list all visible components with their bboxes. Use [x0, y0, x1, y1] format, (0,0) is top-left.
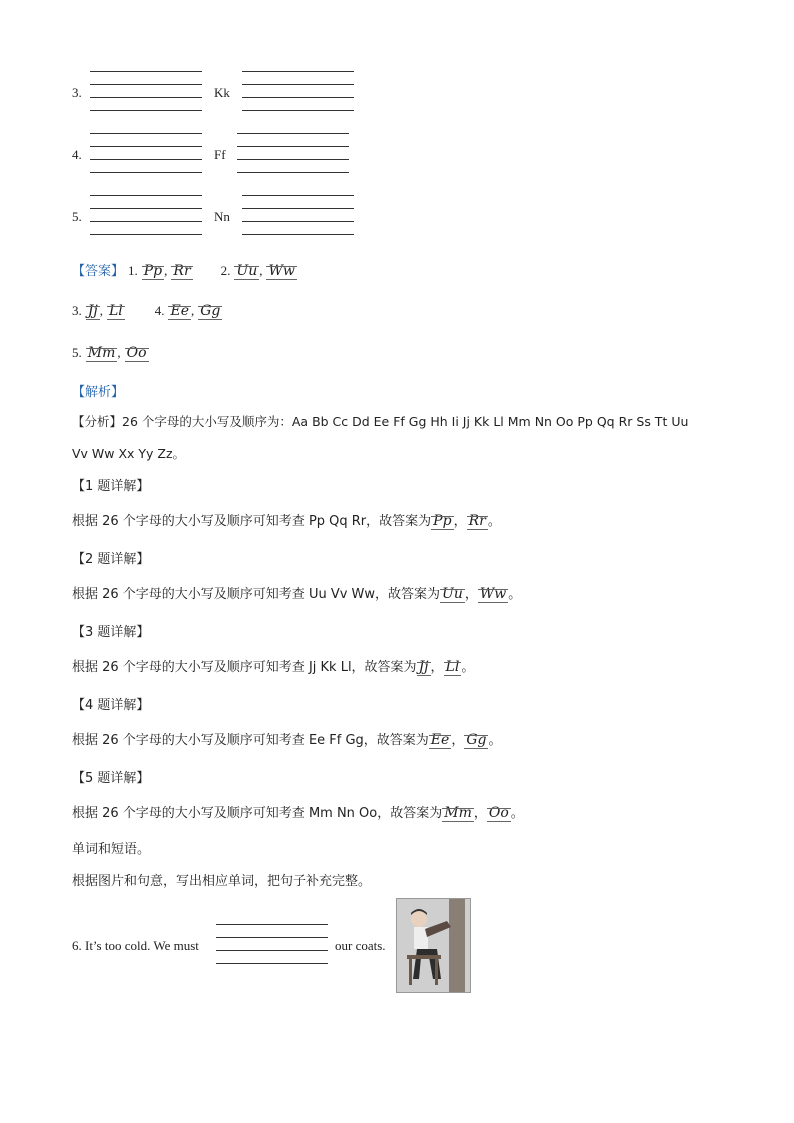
given-letter: Nn	[214, 209, 230, 224]
detail-body	[72, 583, 521, 603]
handwritten-answer: Oo	[488, 805, 509, 821]
period: 。	[487, 514, 501, 529]
answer-number: 3.	[72, 303, 82, 318]
question-text-before: 6. It’s too cold. We must	[72, 938, 199, 953]
section-instruction: 根据图片和句意，写出相应单词，把句子补充完整。	[72, 874, 372, 889]
separator: ,	[164, 263, 168, 278]
handwritten-answer: Mm	[444, 805, 472, 821]
writing-grid-left[interactable]	[90, 195, 202, 235]
answer-line-3	[72, 344, 149, 362]
separator: ,	[99, 303, 103, 318]
period: 。	[461, 660, 475, 675]
analysis-tag: 【解析】	[72, 385, 125, 400]
exercise-number: 3.	[72, 85, 82, 100]
answer-line-1	[72, 260, 297, 280]
handwritten-answer: Ee	[170, 303, 189, 319]
detail-heading: 【3 题详解】	[72, 625, 150, 640]
handwritten-answer: Pp	[143, 263, 163, 279]
answer-number: 2.	[220, 263, 231, 278]
answer-tag: 【答案】	[72, 264, 125, 279]
writing-grid-left[interactable]	[90, 133, 202, 173]
boy-putting-on-coat-image	[396, 898, 471, 993]
detail-text: 根据 26 个字母的大小写及顺序可知考查 Ee Ff Gg，故答案为	[72, 733, 429, 748]
answer-writing-grid[interactable]	[216, 924, 328, 964]
question-text-after: our coats.	[335, 938, 386, 953]
writing-grid-right[interactable]	[242, 195, 354, 235]
handwritten-answer: Rr	[468, 513, 486, 529]
handwritten-answer: Pp	[433, 513, 452, 529]
handwritten-answer: Gg	[466, 732, 487, 748]
detail-body	[72, 656, 474, 676]
detail-heading: 【1 题详解】	[72, 479, 150, 494]
answer-number: 1.	[128, 263, 138, 278]
analysis-summary: 【分析】26 个字母的大小写及顺序为：Aa Bb Cc Dd Ee Ff Gg Hh Ii Jj Kk Ll Mm Nn Oo Pp Qq Rr Ss Tt Uu	[72, 414, 689, 429]
separator: ,	[117, 345, 121, 360]
answer-number: 4.	[154, 303, 165, 318]
handwritten-answer: Jj	[87, 303, 98, 319]
detail-body	[72, 510, 501, 530]
handwritten-answer: Ll	[108, 303, 123, 319]
section-title: 单词和短语。	[72, 842, 151, 857]
handwritten-answer: Uu	[236, 263, 258, 279]
given-letter: Ff	[214, 147, 226, 162]
period: 。	[488, 733, 502, 748]
exercise-number: 5.	[72, 209, 82, 224]
separator: ,	[259, 263, 263, 278]
detail-body	[72, 729, 502, 749]
separator: ，	[451, 733, 465, 748]
separator: ，	[464, 587, 478, 602]
handwritten-answer: Oo	[126, 345, 147, 361]
detail-text: 根据 26 个字母的大小写及顺序可知考查 Jj Kk Ll，故答案为	[72, 660, 417, 675]
writing-grid-right[interactable]	[242, 71, 354, 111]
handwritten-answer: Mm	[87, 345, 116, 361]
handwritten-answer: Ww	[479, 586, 507, 602]
exercise-number: 4.	[72, 147, 82, 162]
given-letter: Kk	[214, 85, 230, 100]
detail-body	[72, 802, 524, 822]
handwritten-answer: Rr	[173, 263, 191, 279]
separator: ，	[473, 806, 487, 821]
separator: ，	[453, 514, 467, 529]
writing-grid-left[interactable]	[90, 71, 202, 111]
handwritten-answer: Gg	[200, 303, 221, 319]
separator: ,	[191, 303, 195, 318]
handwritten-answer: Ee	[430, 732, 450, 748]
detail-heading: 【2 题详解】	[72, 552, 150, 567]
writing-grid-right[interactable]	[237, 133, 349, 173]
detail-heading: 【4 题详解】	[72, 698, 150, 713]
period: 。	[508, 587, 522, 602]
handwritten-answer: Ww	[268, 263, 295, 279]
answer-line-2	[72, 302, 222, 320]
detail-text: 根据 26 个字母的大小写及顺序可知考查 Pp Qq Rr，故答案为	[72, 514, 432, 529]
handwritten-answer: Uu	[442, 586, 463, 602]
answer-number: 5.	[72, 345, 82, 360]
handwritten-answer: Ll	[445, 659, 460, 675]
detail-heading: 【5 题详解】	[72, 771, 150, 786]
detail-text: 根据 26 个字母的大小写及顺序可知考查 Mm Nn Oo，故答案为	[72, 806, 443, 821]
detail-text: 根据 26 个字母的大小写及顺序可知考查 Uu Vv Ww，故答案为	[72, 587, 441, 602]
analysis-summary-cont: Vv Ww Xx Yy Zz。	[72, 446, 186, 461]
separator: ，	[430, 660, 444, 675]
period: 。	[510, 806, 524, 821]
handwritten-answer: Jj	[418, 659, 429, 675]
